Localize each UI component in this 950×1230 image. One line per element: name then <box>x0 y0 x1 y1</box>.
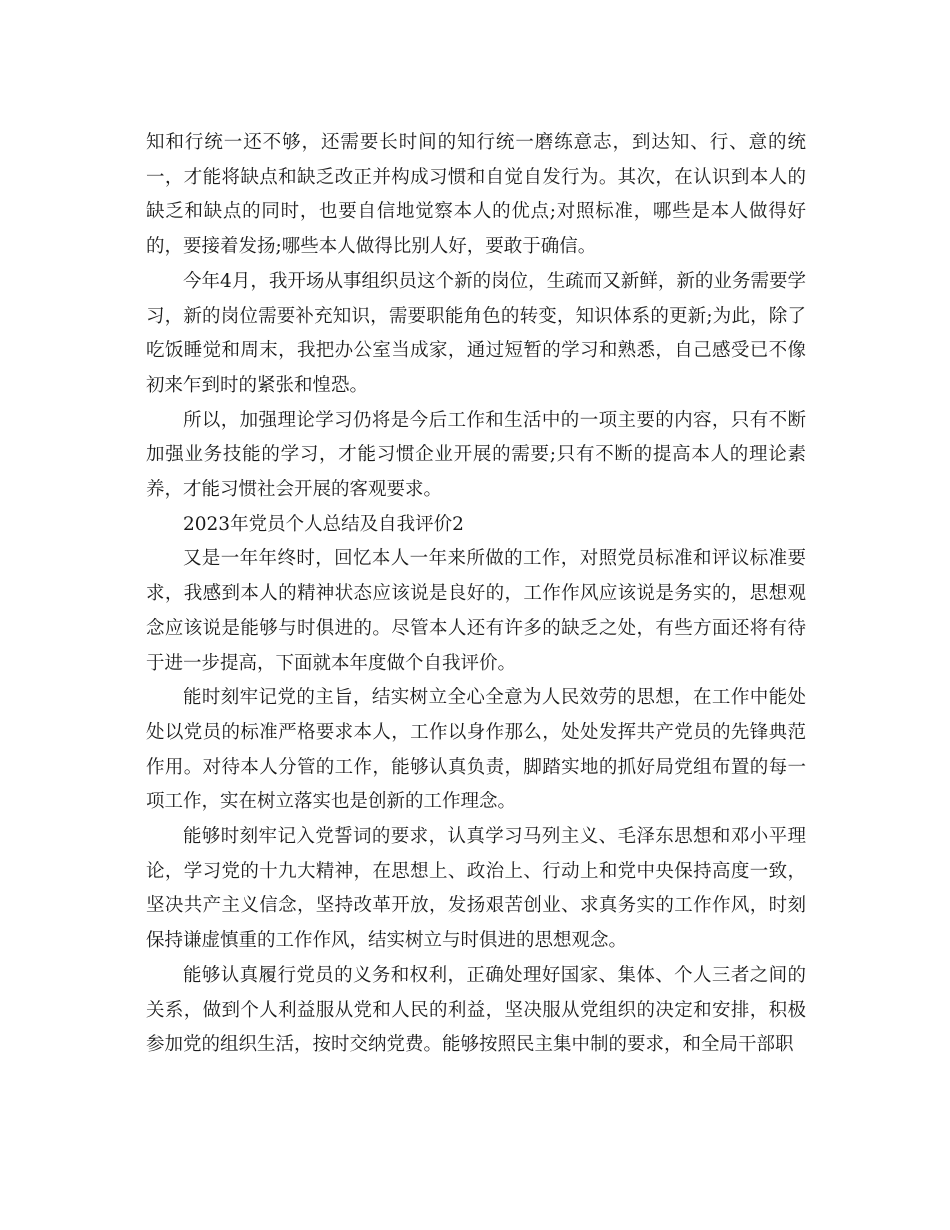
paragraph-oath: 能够时刻牢记入党誓词的要求，认真学习马列主义、毛泽东思想和邓小平理论，学习党的十九大精神，在思想上、政治上、行动上和党中央保持高度一致，坚决共产主义信念，坚持改革开放，发扬艰苦创业、求真务实的工作作风，时刻保持谦虚慎重的工作作风，结实树立与时俱进的思想观念。 <box>146 826 806 952</box>
section-heading: 2023年党员个人总结及自我评价2 <box>183 513 464 535</box>
paragraph-year-end-review: 又是一年年终时，回忆本人一年来所做的工作，对照党员标准和评议标准要求，我感到本人的精神状态应该说是良好的，工作作风应该说是务实的，思想观念应该说是能够与时俱进的。尽管本人还有许多的缺乏之处，有些方面还将有待于进一步提高，下面就本年度做个自我评价。 <box>146 548 806 674</box>
paragraph-continuation: 知和行统一还不够，还需要长时间的知行统一磨练意志，到达知、行、意的统一，才能将缺点和缺乏改正并构成习惯和自觉自发行为。其次，在认识到本人的缺乏和缺点的同时，也要自信地觉察本人的优点;对照标准，哪些是本人做得好的，要接着发扬;哪些本人做得比别人好，要敢于确信。 <box>146 132 806 258</box>
paragraph-theory-study: 所以，加强理论学习仍将是今后工作和生活中的一项主要的内容，只有不断加强业务技能的学习，才能习惯企业开展的需要;只有不断的提高本人的理论素养，才能习惯社会开展的客观要求。 <box>146 409 806 501</box>
document-body <box>146 126 806 1063</box>
paragraph-duties-rights: 能够认真履行党员的义务和权利，正确处理好国家、集体、个人三者之间的关系，做到个人利益服从党和人民的利益，坚决服从党组织的决定和安排，积极参加党的组织生活，按时交纳党费。能够按照民主集中制的要求，和全局干部职 <box>146 964 806 1056</box>
paragraph-new-position: 今年4月，我开场从事组织员这个新的岗位，生疏而又新鲜，新的业务需要学习，新的岗位需要补充知识，需要职能角色的转变，知识体系的更新;为此，除了吃饭睡觉和周末，我把办公室当成家，通过短暂的学习和熟悉，自己感受已不像初来乍到时的紧张和惶恐。 <box>146 270 806 396</box>
paragraph-party-purpose: 能时刻牢记党的主旨，结实树立全心全意为人民效劳的思想，在工作中能处处以党员的标准严格要求本人，工作以身作那么，处处发挥共产党员的先锋典范作用。对待本人分管的工作，能够认真负责，脚踏实地的抓好局党组布置的每一项工作，实在树立落实也是创新的工作理念。 <box>146 687 806 813</box>
